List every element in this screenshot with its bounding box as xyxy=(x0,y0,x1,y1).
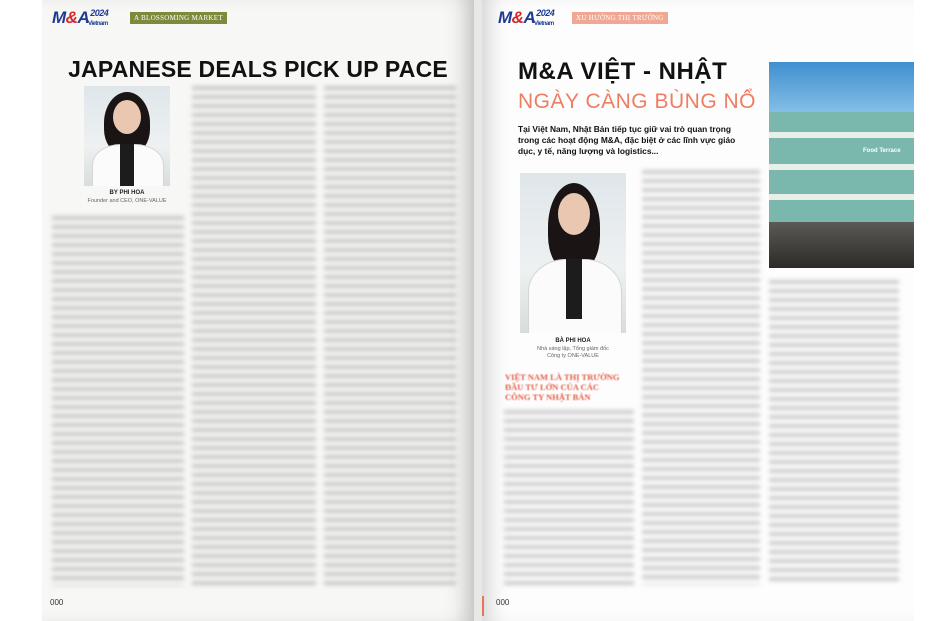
lead-paragraph: Tại Việt Nam, Nhật Bản tiếp tục giữ vai trò quan trọng trong các hoạt động M&A, đặc biệt ở các lĩnh vực giáo dục, y tế, năng lượng và logistics... xyxy=(518,124,736,156)
spine-gutter xyxy=(474,0,482,621)
section-tag: XU HƯỚNG THỊ TRƯỜNG xyxy=(572,12,668,24)
article-title: M&A VIỆT - NHẬT xyxy=(518,58,728,85)
photo-sign: Food Terrace xyxy=(863,148,901,154)
byline: BÀ PHI HOA xyxy=(555,338,591,344)
article-subtitle: NGÀY CÀNG BÙNG NỔ xyxy=(518,90,756,113)
page-number: 000 xyxy=(50,598,64,607)
left-page xyxy=(42,0,474,621)
page-edge-mark xyxy=(482,596,484,616)
body-column-1 xyxy=(504,410,634,585)
author-portrait xyxy=(84,86,170,186)
magazine-logo: $M\&A^{2024}$ Vietnam xyxy=(498,8,555,27)
section-tag: A BLOSSOMING MARKET xyxy=(130,12,227,24)
magazine-logo: $M\&A^{2024}$ Vietnam xyxy=(52,8,109,27)
body-column-2 xyxy=(192,86,316,586)
body-column-3 xyxy=(324,86,456,586)
page-number: 000 xyxy=(496,598,510,607)
right-page xyxy=(482,0,914,621)
author-role-line-2: Công ty ONE-VALUE xyxy=(547,353,599,359)
body-column-1 xyxy=(52,216,184,586)
author-role-line-1: Nhà sáng lập, Tổng giám đốc xyxy=(537,346,609,352)
byline: BY PHI HOA xyxy=(109,190,145,196)
author-portrait xyxy=(520,173,626,333)
mall-photo xyxy=(769,62,914,268)
body-column-2 xyxy=(642,170,760,585)
author-role: Founder and CEO, ONE-VALUE xyxy=(87,198,167,204)
article-title: JAPANESE DEALS PICK UP PACE xyxy=(68,56,448,82)
pull-quote: VIỆT NAM LÀ THỊ TRƯỜNG ĐẦU TƯ LỚN CỦA CÁC CÔNG TY NHẬT BẢN xyxy=(505,372,620,402)
body-column-3 xyxy=(769,280,899,585)
